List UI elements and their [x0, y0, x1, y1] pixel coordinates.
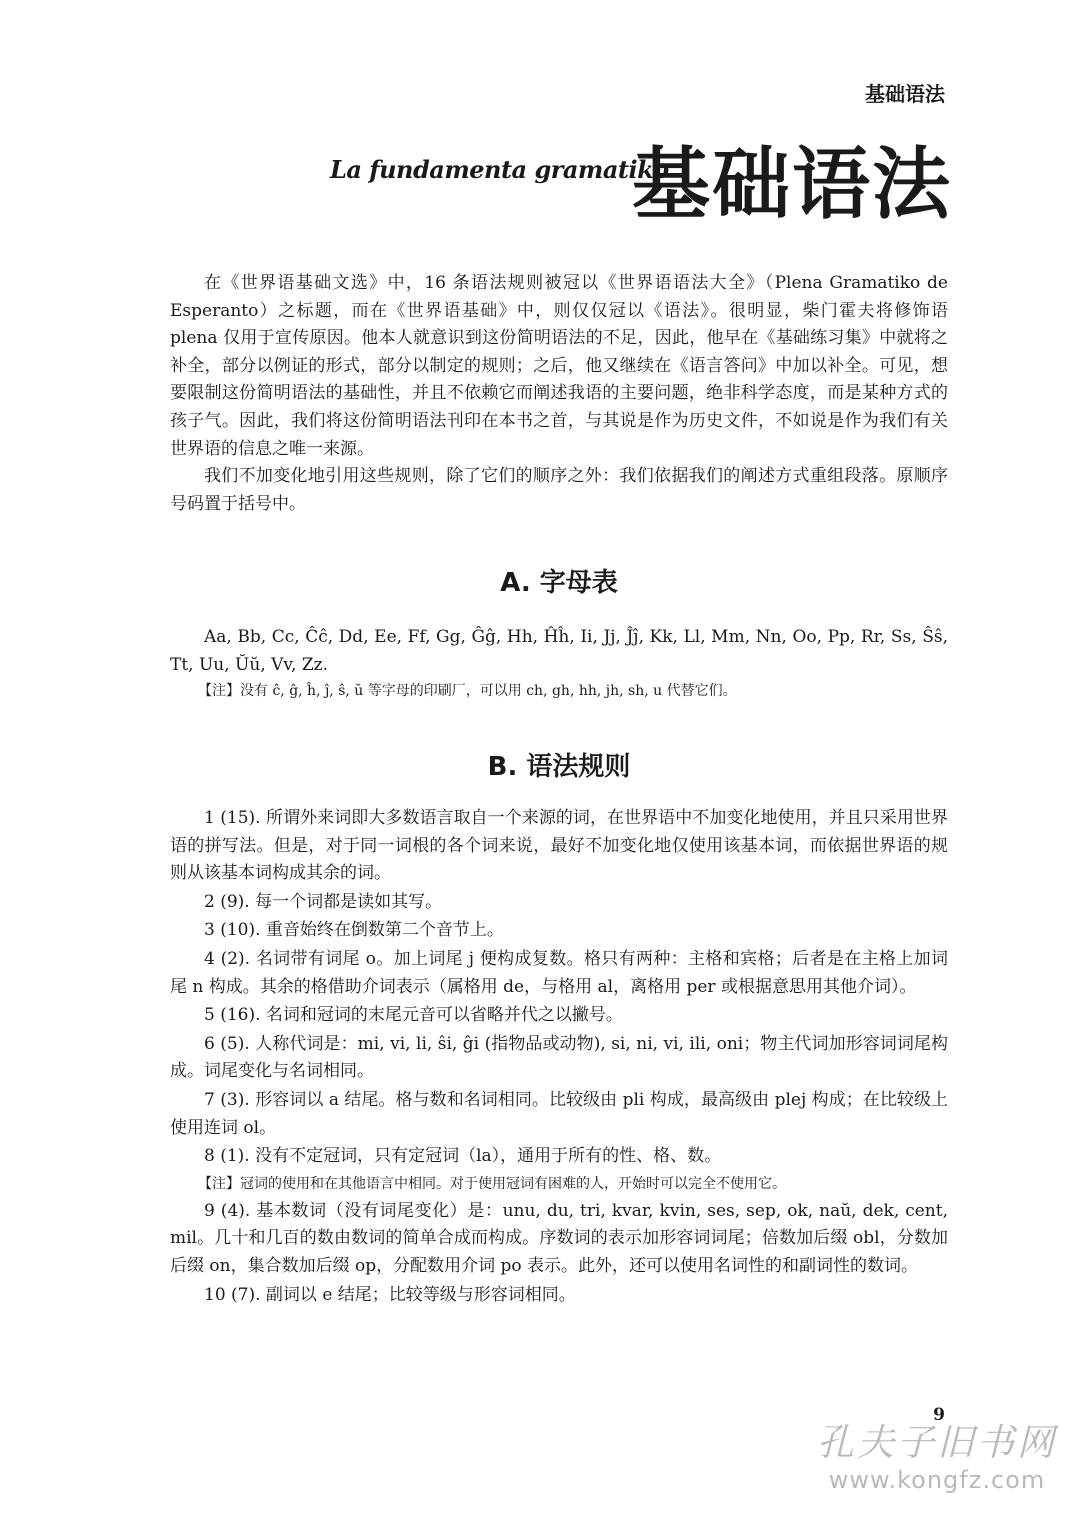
rule-item: 10 (7). 副词以 e 结尾；比较等级与形容词相同。 [204, 1284, 576, 1305]
section-heading-grammar-rules: B. 语法规则 [487, 752, 631, 782]
rule-item: 3 (10). 重音始终在倒数第二个音节上。 [204, 920, 504, 941]
rule-item: 9 (4). 基本数词（没有词尾变化）是：unu, du, tri, kvar, kvin, ses, sep, ok, naŭ, dek, cent, mil。几十和几百的数由数词的简单合成而构成。序数词的表示加形容词词尾；倍数加后缀 obl，分数加后缀 on，集合数加后缀 op，分配数用介词 po 表示。此外，还可以使用名词性的和副词性的数词。 [170, 1200, 948, 1276]
watermark-url: www.kongfz.com [828, 1466, 1046, 1494]
rule-note: 【注】冠词的使用和在其他语言中相同。对于使用冠词有困难的人，开始时可以完全不使用它。 [198, 1175, 786, 1192]
rule-item: 5 (16). 名词和冠词的末尾元音可以省略并代之以撇号。 [204, 1005, 623, 1026]
intro-text [170, 270, 948, 518]
rule-item: 7 (3). 形容词以 a 结尾。格与数和名词相同。比较级由 pli 构成，最高级由 plej 构成；在比较级上使用连词 ol。 [170, 1089, 948, 1138]
alphabet-list: Aa, Bb, Cc, Ĉĉ, Dd, Ee, Ff, Gg, Ĝĝ, Hh, Ĥĥ, Ii, Jj, Ĵĵ, Kk, Ll, Mm, Nn, Oo, Pp, Rr, Ss, Ŝŝ, Tt, Uu, Ŭŭ, Vv, Zz. [170, 627, 948, 675]
title-esperanto: La fundamenta gramatiko [330, 155, 669, 184]
rule-item: 8 (1). 没有不定冠词，只有定冠词（la），通用于所有的性、格、数。 [204, 1146, 722, 1167]
title-chinese: 基础语法 [632, 140, 953, 230]
rule-item: 2 (9). 每一个词都是读如其写。 [204, 891, 443, 912]
intro-paragraph: 在《世界语基础文选》中，16 条语法规则被冠以《世界语语法大全》（Plena Gramatiko de Esperanto）之标题，而在《世界语基础》中，则仅仅冠以《语法》。很明显，柴门霍夫将修饰语 plena 仅用于宣传原因。他本人就意识到这份简明语法的不足，因此，他早在《基础练习集》中就将之补全，部分以例证的形式，部分以制定的规则；之后，他又继续在《语言答问》中加以补全。可见，想要限制这份简明语法的基础性，并且不依赖它而阐述我语的主要问题，绝非科学态度，而是某种方式的孩子气。因此，我们将这份简明语法刊印在本书之首，与其说是作为历史文件，不如说是作为我们有关世界语的信息之唯一来源。 [170, 273, 948, 459]
alphabet-note: 【注】没有 ĉ, ĝ, ĥ, ĵ, ŝ, ŭ 等字母的印刷厂，可以用 ch, gh, hh, jh, sh, u 代替它们。 [198, 683, 737, 700]
watermark [812, 1412, 1062, 1494]
section-heading-alphabet: A. 字母表 [500, 568, 618, 598]
rule-item: 6 (5). 人称代词是：mi, vi, li, ŝi, ĝi (指物品或动物), si, ni, vi, ili, oni；物主代词加形容词词尾构成。词尾变化与名词相同。 [170, 1033, 948, 1082]
intro-paragraph: 我们不加变化地引用这些规则，除了它们的顺序之外：我们依据我们的阐述方式重组段落。原顺序号码置于括号中。 [170, 466, 948, 514]
watermark-text: 孔夫子旧书网 [817, 1421, 1057, 1464]
rule-item: 4 (2). 名词带有词尾 o。加上词尾 j 便构成复数。格只有两种：主格和宾格；后者是在主格上加词尾 n 构成。其余的格借助介词表示（属格用 de，与格用 al，离格用 per 或根据意思用其他介词）。 [170, 948, 948, 997]
grammar-rules [170, 805, 948, 1310]
rule-item: 1 (15). 所谓外来词即大多数语言取自一个来源的词，在世界语中不加变化地使用，并且只采用世界语的拼写法。但是，对于同一词根的各个词来说，最好不加变化地仅使用该基本词，而依据世界语的规则从该基本词构成其余的词。 [170, 808, 948, 884]
alphabet-block [170, 624, 948, 703]
page-number: 9 [933, 1405, 945, 1425]
running-head: 基础语法 [865, 82, 945, 106]
